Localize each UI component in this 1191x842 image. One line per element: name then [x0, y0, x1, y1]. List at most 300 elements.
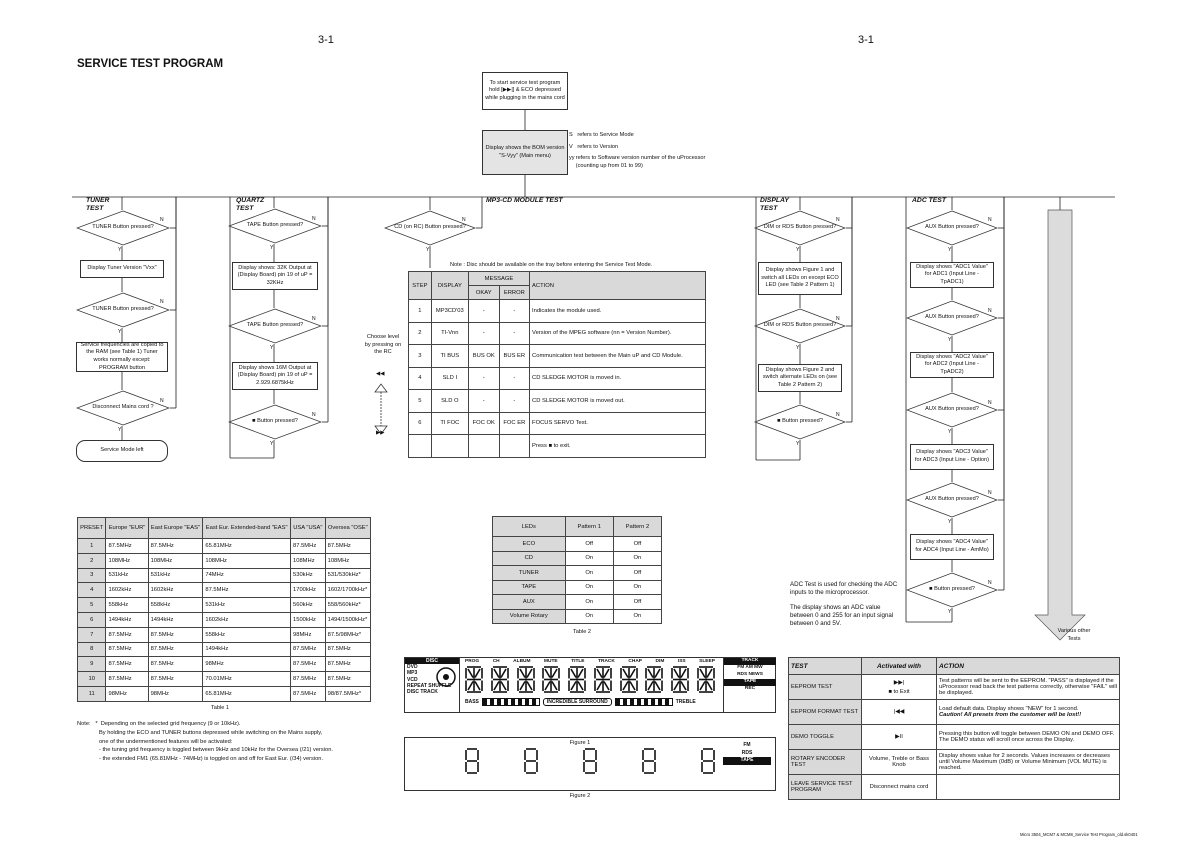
dvd-label: DVD: [407, 664, 418, 670]
table-row: [409, 390, 706, 413]
led-cell: On: [565, 551, 613, 566]
preset-cell: 560kHz: [291, 598, 326, 613]
fig1-top-label: MUTE: [544, 659, 558, 664]
fig1-top-label: SLEEP: [699, 659, 715, 664]
track-label: TRACK: [724, 658, 776, 665]
yes-label: Y: [118, 329, 122, 335]
action-header: ACTION: [937, 658, 1120, 675]
led-cell: Off: [565, 537, 613, 552]
preset-cell: 558kHz: [106, 598, 148, 613]
led-header: LEDs: [493, 517, 566, 537]
action-description-cell: [937, 725, 1120, 750]
led-cell: On: [565, 566, 613, 581]
tuner-decision-3: Disconnect Mains cord ?: [76, 390, 170, 426]
mp3-cell: FOC ER: [499, 412, 529, 435]
table-row: [409, 412, 706, 435]
mp3-cell: 3: [409, 345, 432, 368]
rewind-icon: ◀◀: [376, 371, 385, 377]
bom-display-box: Display shows the BOM version "S-Vyy" (Main menu): [482, 130, 568, 175]
table-row: [409, 345, 706, 368]
page-title: SERVICE TEST PROGRAM: [77, 58, 224, 70]
preset-cell: 65.81MHz: [203, 686, 291, 701]
mp3-cell: FOC OK: [468, 412, 499, 435]
table-row: [78, 627, 371, 642]
mp3-cell: -: [499, 300, 529, 323]
quartz-decision-3: ■ Button pressed?: [228, 404, 322, 440]
mp3-cell: -: [468, 322, 499, 345]
mp3-cell: Version of the MPEG software (nn = Version Number).: [530, 322, 706, 345]
mp3-cell: 5: [409, 390, 432, 413]
preset-cell: 87.5MHz: [325, 657, 370, 672]
no-label: N: [988, 308, 992, 314]
mp3-cell: TI BUS: [431, 345, 468, 368]
preset-cell: 87.5MHz: [148, 642, 203, 657]
note-line: - the tuning grid frequency is toggled between 9kHz and 10kHz for the Oversea (/21) version.: [99, 747, 333, 754]
led-cell: Volume Rotary: [493, 609, 566, 624]
legend-text: refers to Service Mode: [577, 132, 634, 138]
no-label: N: [836, 217, 840, 223]
quartz-decision-2: TAPE Button pressed?: [228, 308, 322, 344]
led-cell: TUNER: [493, 566, 566, 581]
preset-table: [77, 517, 371, 702]
preset-cell: 98/87.5MHz*: [325, 686, 370, 701]
legend: [569, 132, 709, 170]
segment-digit: [568, 666, 586, 693]
mp3-label: MP3: [407, 670, 418, 677]
table-row: [78, 686, 371, 701]
surround-label: INCREDIBLE SURROUND: [543, 698, 612, 706]
note-label: Note:: [77, 721, 91, 727]
adc-decision-2: AUX Button pressed?: [906, 300, 998, 336]
preset-header: East Europe "EAS": [148, 518, 203, 539]
action-table: [788, 657, 1120, 800]
no-label: N: [160, 398, 164, 404]
yes-label: Y: [948, 519, 952, 525]
legend-text: refers to Software version number of the uProcessor (counting up from 01 to 99): [575, 155, 706, 169]
mp3-cell: -: [499, 367, 529, 390]
action-test-cell: ROTARY ENCODER TEST: [789, 750, 862, 775]
preset-cell: 65.81MHz: [203, 539, 291, 554]
bass-label: BASS: [465, 699, 479, 705]
led-header: Pattern 2: [613, 517, 661, 537]
led-cell: Off: [613, 595, 661, 610]
section-adc-test: ADC TEST: [912, 197, 946, 204]
yes-label: Y: [796, 441, 800, 447]
fig1-top-label: TRACK: [598, 659, 615, 664]
preset-header: Europe "EUR": [106, 518, 148, 539]
fig1-bottom-row: [465, 698, 696, 706]
figure1-display: [404, 657, 776, 713]
section-quartz-test: QUARTZ TEST: [236, 197, 265, 213]
mp3-cell: [499, 435, 529, 458]
rds-label: RDS: [741, 749, 753, 756]
preset-cell: 1602kHz: [148, 583, 203, 598]
preset-cell: 7: [78, 627, 106, 642]
preset-cell: 87.5/98MHz*: [325, 627, 370, 642]
preset-cell: 531kHz: [203, 598, 291, 613]
preset-cell: 87.5MHz: [325, 672, 370, 687]
preset-cell: 1: [78, 539, 106, 554]
fig1-top-labels: [465, 659, 715, 664]
table-row: [409, 300, 706, 323]
activated-with: ▶II: [895, 734, 903, 740]
preset-cell: 558kHz: [203, 627, 291, 642]
action-description-cell: [937, 775, 1120, 800]
mp3-cell: Communication test between the Main uP and CD Module.: [530, 345, 706, 368]
preset-cell: 87.5MHz: [325, 642, 370, 657]
tuner-end-box: Service Mode left: [76, 440, 168, 462]
table-row: [789, 675, 1120, 700]
fig1-left-panel: [405, 658, 460, 712]
table-row: [78, 657, 371, 672]
action-text: Test patterns will be sent to the EEPROM. "PASS" is displayed if the uProcessor read back the test patterns correctly, otherwise "FAIL" will be displayed.: [939, 678, 1117, 696]
fig1-top-label: PROG: [465, 659, 480, 664]
preset-header: East Eur. Extended-band "EAS": [203, 518, 291, 539]
display-decision-3: ■ Button pressed?: [754, 404, 846, 440]
action-text: Load default data. Display shows "NEW" for 1 second.: [939, 706, 1079, 712]
note-star: *: [95, 721, 98, 727]
adc-description: [790, 581, 898, 629]
segment-digit: [697, 666, 715, 693]
mp3-cell: [468, 435, 499, 458]
adc-box-2: Display shows "ADC2 Value" for ADC2 (Input Line - TpADC2): [910, 352, 994, 378]
led-cell: On: [565, 580, 613, 595]
yes-label: Y: [948, 337, 952, 343]
activated-with: Volume, Treble or Bass Knob: [869, 756, 929, 768]
table-row: [789, 700, 1120, 725]
treble-bar: [615, 698, 673, 706]
display-box-2: Display shows Figure 2 and switch alternate LEDs on (see Table 2 Pattern 2): [758, 364, 842, 392]
led-cell: Off: [613, 566, 661, 581]
action-activated-cell: [862, 675, 937, 700]
yes-label: Y: [948, 429, 952, 435]
preset-cell: 5: [78, 598, 106, 613]
preset-cell: 87.5MHz: [106, 642, 148, 657]
display-box-1: Display shows Figure 1 and switch all LEDs on except ECO LED (see Table 2 Pattern 1): [758, 262, 842, 295]
table-row: [493, 595, 662, 610]
start-box: To start service test program hold [▶▶|] & ECO depressed while plugging in the mains cord: [482, 72, 568, 110]
activated-with-exit: ■ to Exit: [888, 688, 910, 695]
led-cell: On: [565, 609, 613, 624]
mp3-cell: MP3CD'03: [431, 300, 468, 323]
mp3-cell: Indicates the module used.: [530, 300, 706, 323]
table-row: [493, 566, 662, 581]
preset-cell: 1494kHz: [203, 642, 291, 657]
action-test-cell: DEMO TOGGLE: [789, 725, 862, 750]
mp3-subheader: OKAY: [468, 286, 499, 300]
vcd-label: VCD: [407, 676, 418, 683]
no-label: N: [836, 316, 840, 322]
preset-cell: 108MHz: [148, 553, 203, 568]
mp3-header: DISPLAY: [431, 272, 468, 300]
table1-caption: Table 1: [210, 705, 230, 711]
action-activated-cell: [862, 725, 937, 750]
no-label: N: [988, 490, 992, 496]
activated-with: Disconnect mains cord: [869, 784, 929, 790]
mp3-subheader: ERROR: [499, 286, 529, 300]
preset-cell: 531/530kHz*: [325, 568, 370, 583]
preset-cell: 558/560kHz*: [325, 598, 370, 613]
preset-cell: 87.5MHz: [291, 539, 326, 554]
segment-digit: [620, 666, 638, 693]
preset-cell: 10: [78, 672, 106, 687]
preset-cell: 2: [78, 553, 106, 568]
yes-label: Y: [118, 247, 122, 253]
action-header: TEST: [789, 658, 862, 675]
segment-digit: [594, 666, 612, 693]
preset-cell: 1494/1500kHz*: [325, 612, 370, 627]
preset-cell: 558kHz: [148, 598, 203, 613]
led-table: [492, 516, 662, 624]
mp3-cell: CD SLEDGE MOTOR is moved in.: [530, 367, 706, 390]
fig1-top-label: CH: [492, 659, 500, 664]
quartz-box-1: Display shows: 32K Output at (Display Board) pin 19 of uP = 32KHz: [232, 262, 318, 290]
action-text: Display shows value for 2 seconds. Values increases or decreases until Volume Maximum (0dB) or Volume Minimum (VOL MUTE) is reached.: [939, 753, 1110, 771]
tuner-decision-1: TUNER Button pressed?: [76, 210, 170, 246]
note-line: one of the undermentioned features will be activated:: [99, 738, 233, 745]
segment-digit: [542, 666, 560, 693]
action-caution: Caution! All presets from the customer will be lost!!: [939, 712, 1082, 718]
yes-label: Y: [118, 427, 122, 433]
preset-cell: 87.5MHz: [291, 672, 326, 687]
preset-cell: 4: [78, 583, 106, 598]
mp3-cell: -: [499, 390, 529, 413]
led-cell: On: [565, 595, 613, 610]
mp3-cell: TI FOC: [431, 412, 468, 435]
preset-cell: 1602kHz: [106, 583, 148, 598]
choose-level-text: Choose level by pressing on the RC: [364, 334, 402, 356]
preset-header: PRESET: [78, 518, 106, 539]
mp3-cell: [431, 435, 468, 458]
led-cell: CD: [493, 551, 566, 566]
led-header: Pattern 1: [565, 517, 613, 537]
mp3-cell: -: [468, 300, 499, 323]
preset-cell: 6: [78, 612, 106, 627]
preset-cell: 1494kHz: [148, 612, 203, 627]
page-number-right: 3-1: [858, 34, 874, 46]
adc-box-4: Display shows "ADC4 Value" for ADC4 (Input Line - AmMo): [910, 534, 994, 560]
action-description-cell: [937, 750, 1120, 775]
yes-label: Y: [948, 247, 952, 253]
table-row: [78, 642, 371, 657]
preset-cell: 3: [78, 568, 106, 583]
table-row: [78, 612, 371, 627]
disc-label: DISC: [405, 658, 459, 664]
action-text: Pressing this button will toggle between DEMO ON and DEMO OFF. The DEMO status will scroll once across the Display.: [939, 731, 1115, 743]
table-row: [789, 775, 1120, 800]
fig1-segment-row: [465, 666, 715, 694]
led-cell: On: [613, 551, 661, 566]
table-row: [78, 598, 371, 613]
table-row: [493, 580, 662, 595]
fig1-right-panel: [723, 658, 776, 712]
action-test-cell: EEPROM FORMAT TEST: [789, 700, 862, 725]
table-row: [409, 322, 706, 345]
fm-label: FM: [743, 742, 751, 748]
preset-header: Oversea "OSE": [325, 518, 370, 539]
mp3-cell: FOCUS SERVO Test.: [530, 412, 706, 435]
table2-caption: Table 2: [572, 629, 592, 635]
preset-cell: 87.5MHz: [148, 657, 203, 672]
no-label: N: [312, 316, 316, 322]
page-number-left: 3-1: [318, 34, 334, 46]
no-label: N: [462, 217, 466, 223]
led-cell: On: [613, 609, 661, 624]
tape-label: TAPE: [724, 679, 776, 686]
figure2-caption: Figure 2: [569, 793, 591, 799]
preset-cell: 1494kHz: [106, 612, 148, 627]
preset-cell: 87.5MHz: [148, 539, 203, 554]
fig1-top-label: DIM: [655, 659, 665, 664]
disc-track-label: DISC TRACK: [407, 689, 438, 695]
segment-digit: [465, 666, 483, 693]
rds-label: RDS NEWS: [737, 671, 763, 677]
figure1-caption: Figure 1: [569, 740, 591, 746]
adc-decision-1: AUX Button pressed?: [906, 210, 998, 246]
no-label: N: [988, 580, 992, 586]
preset-cell: 108MHz: [106, 553, 148, 568]
table-row: [493, 551, 662, 566]
activated-with: ▶▶|: [893, 679, 905, 686]
preset-cell: 1602/1700kHz*: [325, 583, 370, 598]
mp3-cell: Press ■ to exit.: [530, 435, 706, 458]
mp3-cell: [409, 435, 432, 458]
legend-key: yy: [569, 155, 575, 162]
tuner-box-2: Service frequencies are copied to the RAM (see Table 1) Tuner works normally except: PROGRAM button: [76, 342, 168, 372]
segment-digit: [645, 666, 663, 693]
quartz-decision-1: TAPE Button pressed?: [228, 208, 322, 244]
note-line: - the extended FM1 (65.81MHz - 74MHz) is toggled on and off for East Eur. (/34) version.: [99, 756, 324, 763]
preset-cell: 108MHz: [325, 553, 370, 568]
preset-cell: 87.5MHz: [291, 642, 326, 657]
note-line: Depending on the selected grid frequency (9 or 10kHz).: [100, 721, 241, 727]
mp3-cell: -: [468, 390, 499, 413]
yes-label: Y: [270, 245, 274, 251]
segment-digit: [671, 666, 689, 693]
table-row: [409, 435, 706, 458]
display-decision-2: DIM or RDS Button pressed?: [754, 308, 846, 344]
action-test-cell: EEPROM TEST: [789, 675, 862, 700]
preset-cell: 98MHz: [203, 657, 291, 672]
table-row: [493, 609, 662, 624]
mp3-cell: CD SLEDGE MOTOR is moved out.: [530, 390, 706, 413]
yes-label: Y: [796, 345, 800, 351]
adc-decision-5: ■ Button pressed?: [906, 572, 998, 608]
legend-text: refers to Version: [577, 143, 619, 150]
preset-cell: 108MHz: [203, 553, 291, 568]
mp3-cell: BUS ER: [499, 345, 529, 368]
figure2-display: [404, 737, 776, 791]
mp3-test-table: [408, 271, 706, 458]
preset-cell: 531kHz: [106, 568, 148, 583]
adc-box-1: Display shows "ADC1 Value" for ADC1 (Input Line - TpADC1): [910, 262, 994, 288]
rec-label: REC: [744, 685, 756, 691]
table-row: [409, 367, 706, 390]
fig1-top-label: ISS: [677, 659, 686, 664]
segment-digit: [491, 666, 509, 693]
section-tuner-test: TUNER TEST: [86, 197, 110, 213]
preset-cell: 87.5MHz: [106, 539, 148, 554]
section-mp3-test: MP3-CD MODULE TEST: [486, 197, 563, 204]
preset-cell: 70.01MHz: [203, 672, 291, 687]
preset-cell: 87.5MHz: [148, 627, 203, 642]
table-row: [78, 583, 371, 598]
tuner-decision-2: TUNER Button pressed?: [76, 292, 170, 328]
treble-label: TREBLE: [675, 699, 696, 705]
bass-bar: [482, 698, 540, 706]
table-row: [78, 672, 371, 687]
mp3-header: STEP: [409, 272, 432, 300]
mp3-note: Note : Disc should be available on the tray before entering the Service Test Mode.: [450, 262, 653, 268]
segment-digit: [642, 748, 656, 774]
no-label: N: [160, 299, 164, 305]
legend-key: V: [569, 143, 573, 150]
preset-cell: 87.5MHz: [106, 627, 148, 642]
yes-label: Y: [948, 609, 952, 615]
mp3-header: MESSAGE: [468, 272, 529, 286]
tuner-box-1: Display Tuner Version "Vxx": [80, 260, 164, 278]
mp3-cell: TI-Vnn: [431, 322, 468, 345]
fig2-right-panel: [723, 742, 771, 765]
no-label: N: [988, 217, 992, 223]
preset-header: USA "USA": [291, 518, 326, 539]
section-display-test: DISPLAY TEST: [760, 197, 789, 213]
action-activated-cell: [862, 700, 937, 725]
mp3-cell: 4: [409, 367, 432, 390]
preset-cell: 98MHz: [148, 686, 203, 701]
no-label: N: [988, 400, 992, 406]
led-cell: On: [613, 580, 661, 595]
preset-cell: 11: [78, 686, 106, 701]
preset-cell: 87.5MHz: [203, 583, 291, 598]
preset-cell: 1602kHz: [203, 612, 291, 627]
fig1-top-label: CHAP: [628, 659, 642, 664]
table-row: [493, 537, 662, 552]
no-label: N: [312, 216, 316, 222]
adc-decision-4: AUX Button pressed?: [906, 482, 998, 518]
segment-digit: [465, 748, 479, 774]
action-activated-cell: [862, 775, 937, 800]
action-header: Activated with: [862, 658, 937, 675]
mp3-cell: BUS OK: [468, 345, 499, 368]
mp3-header: ACTION: [530, 272, 706, 300]
mp3-cell: SLD I: [431, 367, 468, 390]
led-cell: AUX: [493, 595, 566, 610]
mp3-cell: -: [499, 322, 529, 345]
segment-digit: [524, 748, 538, 774]
preset-cell: 8: [78, 642, 106, 657]
table-row: [78, 539, 371, 554]
no-label: N: [836, 412, 840, 418]
repeat-shuffle-label: REPEAT SHUFFLE: [407, 682, 452, 689]
preset-cell: 9: [78, 657, 106, 672]
preset-cell: 1700kHz: [291, 583, 326, 598]
preset-cell: 87.5MHz: [325, 539, 370, 554]
various-tests-label: Various other Tests: [1057, 628, 1091, 642]
segment-digit: [701, 748, 715, 774]
preset-cell: 87.5MHz: [148, 672, 203, 687]
mp3-cell: 6: [409, 412, 432, 435]
yes-label: Y: [270, 441, 274, 447]
adc-text-1: ADC Test is used for checking the ADC inputs to the microprocessor.: [790, 581, 898, 597]
display-decision-1: DIM or RDS Button pressed?: [754, 210, 846, 246]
segment-digit: [517, 666, 535, 693]
table-row: [789, 750, 1120, 775]
fig2-segment-row: [465, 748, 715, 778]
action-description-cell: [937, 675, 1120, 700]
adc-decision-3: AUX Button pressed?: [906, 392, 998, 428]
disc-icon: [435, 666, 457, 688]
